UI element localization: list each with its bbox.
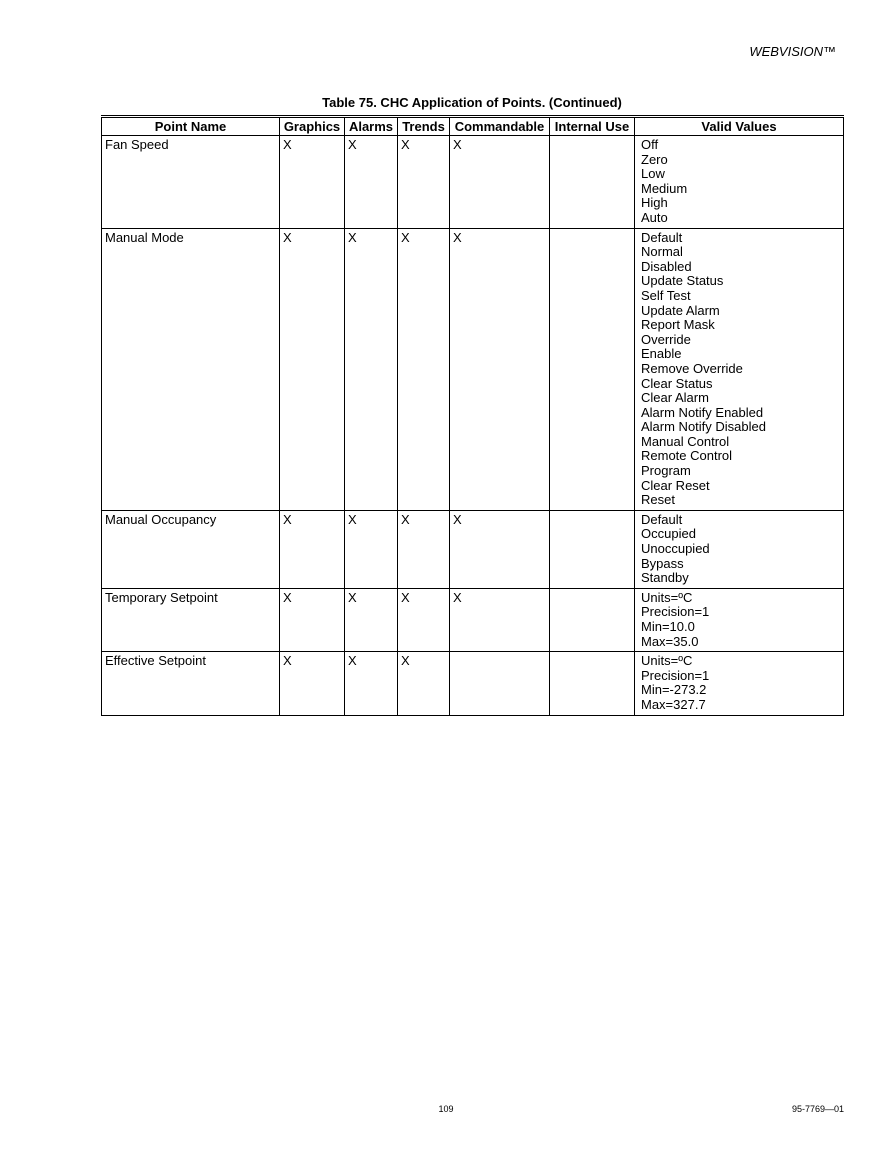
valid-value: Min=-273.2	[641, 682, 707, 698]
cell-internal-use	[550, 136, 635, 229]
valid-value: Occupied	[641, 526, 696, 542]
table-row	[102, 510, 844, 588]
valid-value: Update Status	[641, 273, 724, 289]
column-header-valid-values: Valid Values	[635, 117, 844, 136]
table-row	[102, 228, 844, 510]
column-header-graphics: Graphics	[280, 117, 345, 136]
cell-graphics: X	[280, 510, 345, 588]
column-header-alarms: Alarms	[345, 117, 398, 136]
cell-trends: X	[398, 228, 450, 510]
cell-valid-values	[635, 136, 844, 229]
cell-valid-values	[635, 510, 844, 588]
valid-value: Precision=1	[641, 604, 710, 620]
valid-value: Remove Override	[641, 360, 743, 376]
valid-value: Clear Reset	[641, 477, 710, 493]
cell-valid-values	[635, 228, 844, 510]
valid-value: Unoccupied	[641, 541, 710, 557]
valid-value: Zero	[641, 151, 668, 167]
valid-value: Medium	[641, 180, 688, 196]
cell-commandable	[450, 652, 550, 715]
cell-graphics: X	[280, 588, 345, 651]
document-header-title: WEBVISION™	[749, 44, 836, 59]
cell-internal-use	[550, 228, 635, 510]
valid-value: Normal	[641, 244, 683, 260]
valid-value: Standby	[641, 570, 689, 586]
valid-value: Disabled	[641, 258, 692, 274]
cell-point-name: Manual Mode	[102, 228, 280, 510]
table-body	[102, 136, 844, 716]
cell-point-name: Effective Setpoint	[102, 652, 280, 715]
valid-value: Precision=1	[641, 667, 710, 683]
cell-graphics: X	[280, 136, 345, 229]
valid-value: Bypass	[641, 555, 684, 571]
table-caption: Table 75. CHC Application of Points. (Continued)	[322, 95, 622, 110]
valid-value: Update Alarm	[641, 302, 720, 318]
valid-value: High	[641, 195, 668, 211]
points-table	[101, 115, 844, 716]
table-row	[102, 588, 844, 651]
cell-alarms: X	[345, 588, 398, 651]
valid-value: Max=35.0	[641, 633, 699, 649]
cell-valid-values	[635, 588, 844, 651]
valid-value: Override	[641, 331, 691, 347]
valid-value: Units=ºC	[641, 653, 693, 669]
valid-value: Min=10.0	[641, 619, 695, 634]
cell-commandable: X	[450, 588, 550, 651]
cell-graphics: X	[280, 652, 345, 715]
cell-commandable: X	[450, 228, 550, 510]
cell-point-name: Temporary Setpoint	[102, 588, 280, 651]
valid-value: Program	[641, 463, 691, 479]
cell-alarms: X	[345, 510, 398, 588]
table-header-row	[102, 117, 844, 136]
cell-internal-use	[550, 652, 635, 715]
valid-value: Units=ºC	[641, 589, 693, 605]
table-row	[102, 652, 844, 715]
cell-commandable: X	[450, 510, 550, 588]
cell-trends: X	[398, 136, 450, 229]
cell-trends: X	[398, 510, 450, 588]
cell-commandable: X	[450, 136, 550, 229]
valid-value: Default	[641, 229, 683, 245]
valid-value: Reset	[641, 492, 675, 508]
cell-internal-use	[550, 510, 635, 588]
cell-alarms: X	[345, 228, 398, 510]
valid-value: Auto	[641, 209, 668, 225]
valid-value: Report Mask	[641, 317, 715, 333]
valid-value: Enable	[641, 346, 682, 362]
valid-value: Self Test	[641, 287, 691, 303]
valid-value: Max=327.7	[641, 696, 706, 712]
cell-alarms: X	[345, 652, 398, 715]
cell-trends: X	[398, 652, 450, 715]
column-header-internal-use: Internal Use	[550, 117, 635, 136]
valid-value: Low	[641, 166, 665, 182]
cell-point-name: Manual Occupancy	[102, 510, 280, 588]
cell-internal-use	[550, 588, 635, 651]
page-number: 109	[438, 1104, 454, 1114]
column-header-commandable: Commandable	[450, 117, 550, 136]
valid-value: Default	[641, 511, 683, 527]
valid-value: Clear Alarm	[641, 390, 709, 406]
document-number: 95-7769—01	[791, 1104, 844, 1114]
column-header-point-name: Point Name	[102, 117, 280, 136]
valid-value: Remote Control	[641, 448, 733, 464]
valid-value: Off	[641, 137, 659, 152]
valid-value: Manual Control	[641, 433, 730, 449]
valid-value: Alarm Notify Disabled	[641, 419, 766, 435]
valid-value: Clear Status	[641, 375, 713, 391]
cell-valid-values	[635, 652, 844, 715]
cell-trends: X	[398, 588, 450, 651]
valid-value: Alarm Notify Enabled	[641, 404, 764, 420]
table-row	[102, 136, 844, 229]
cell-graphics: X	[280, 228, 345, 510]
cell-point-name: Fan Speed	[102, 136, 280, 229]
cell-alarms: X	[345, 136, 398, 229]
column-header-trends: Trends	[398, 117, 450, 136]
